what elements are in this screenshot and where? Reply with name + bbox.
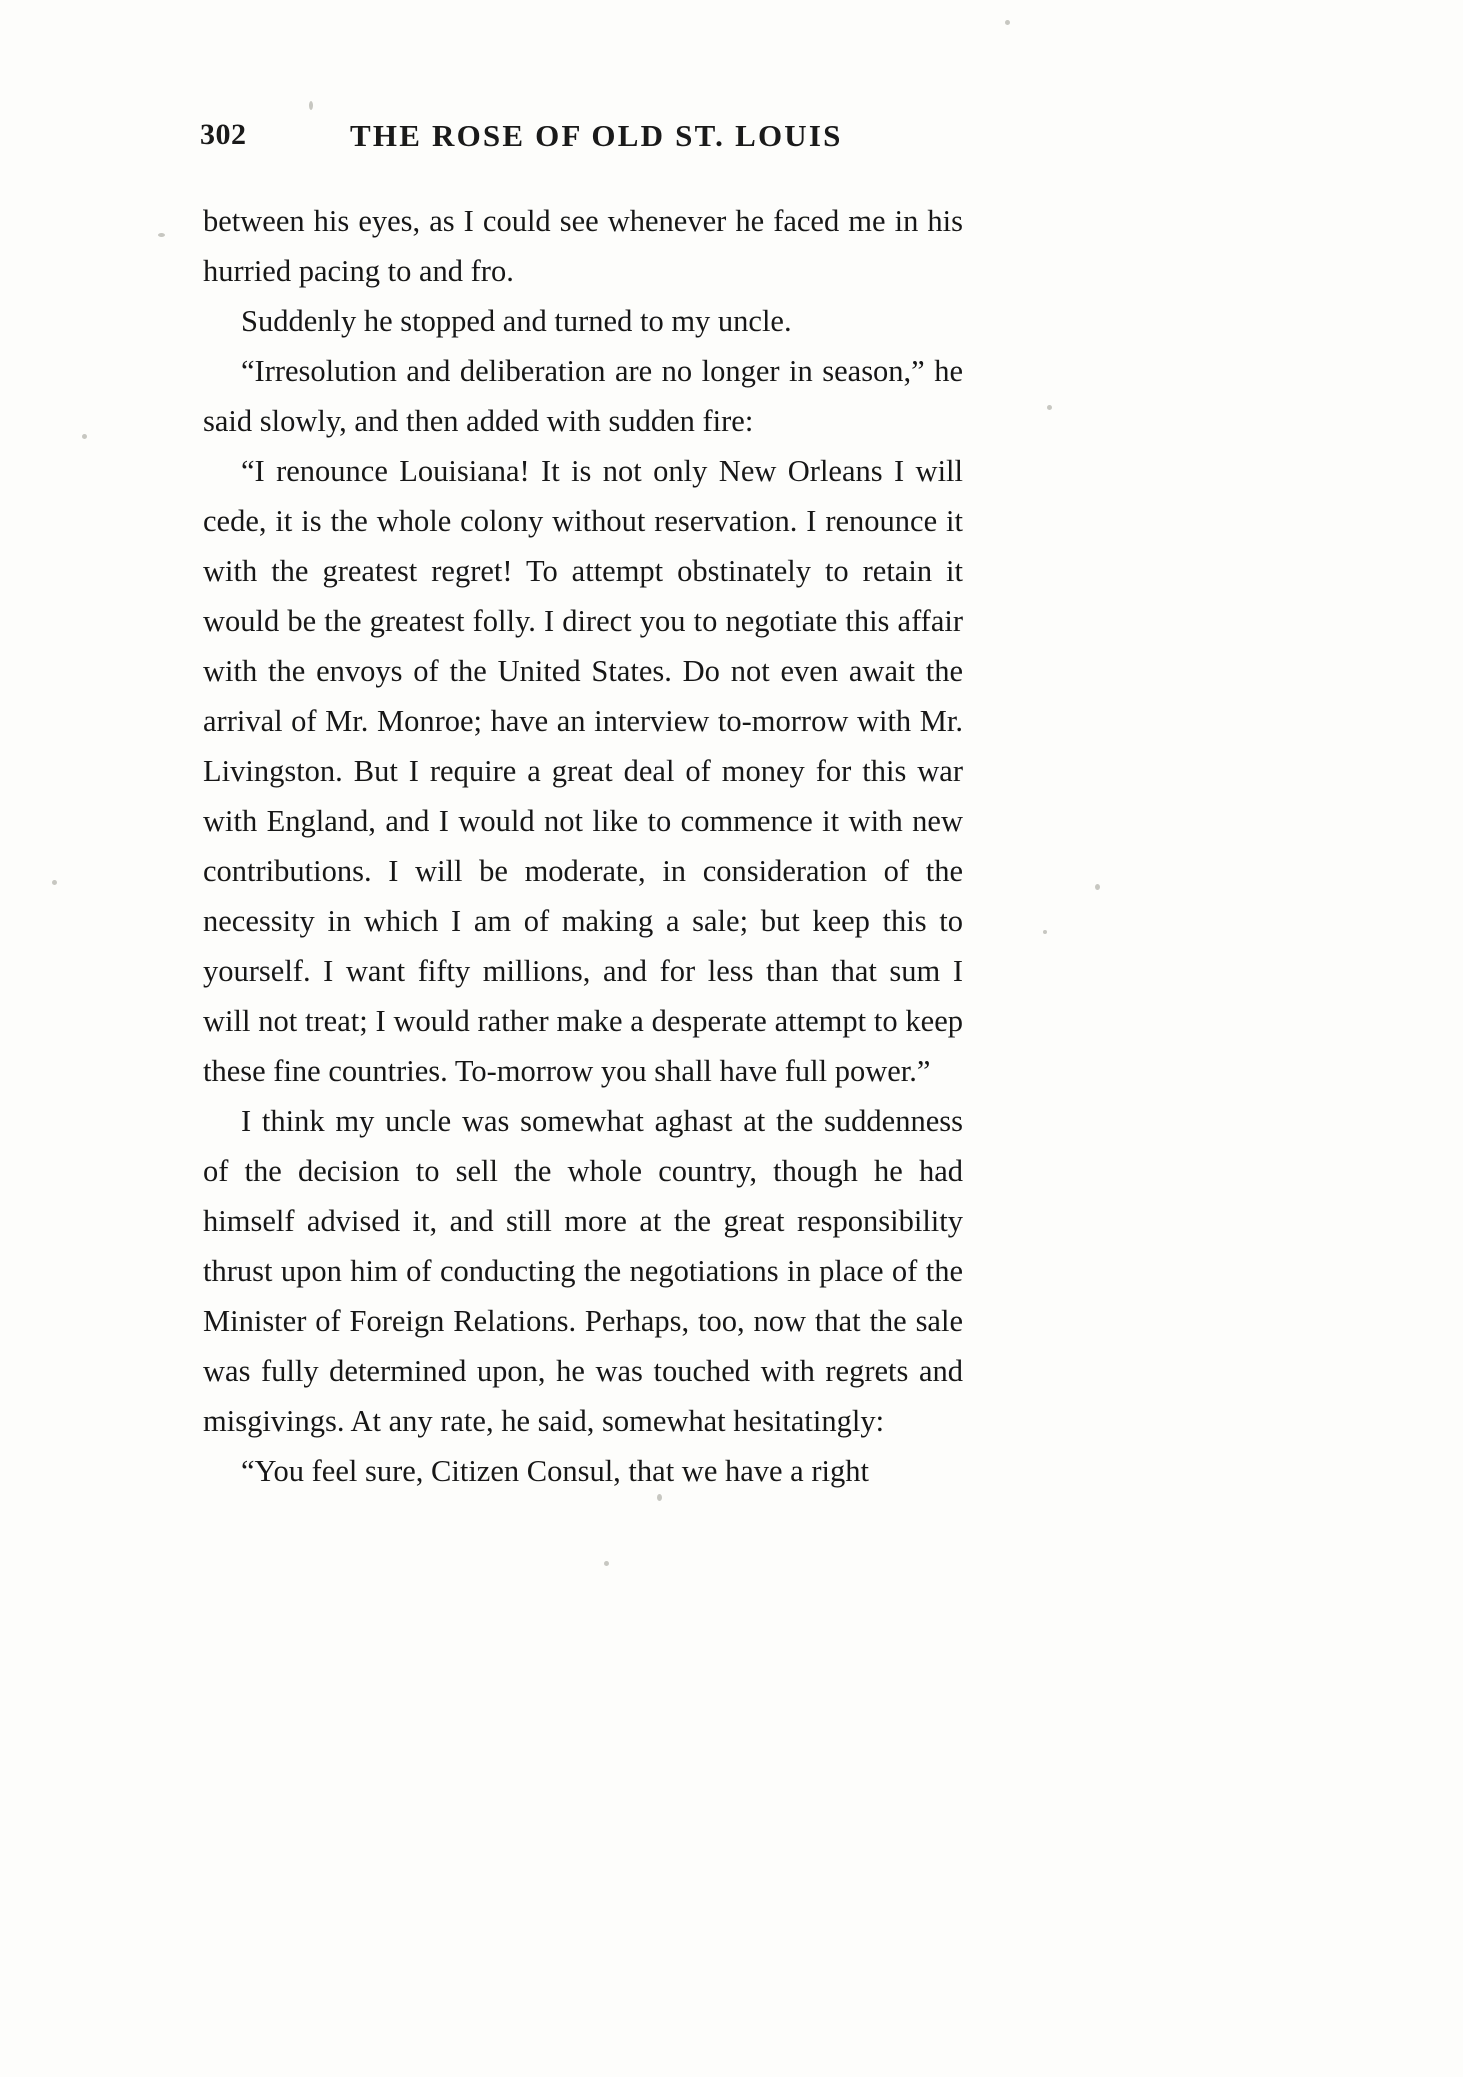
- scan-speck: [309, 101, 313, 110]
- paragraph: “I renounce Louisiana! It is not only New Orleans I will cede, it is the whole colony without reservation. I renounce it with the greatest regret! To attempt obstinately to retain it would be the greatest folly. I direct you to negotiate this affair with the envoys of the United States. Do not even await the arrival of Mr. Monroe; have an interview to-morrow with Mr. Livingston. But I require a great deal of money for this war with England, and I would not like to commence it with new contributions. I will be moderate, in consideration of the necessity in which I am of making a sale; but keep this to yourself. I want fifty millions, and for less than that sum I will not treat; I would rather make a desperate attempt to keep these fine countries. To-morrow you shall have full power.”: [203, 454, 963, 1088]
- scan-speck: [1043, 930, 1047, 934]
- paragraph: “Irresolution and deliberation are no longer in season,” he said slowly, and then added with sudden fire:: [203, 354, 963, 438]
- scan-speck: [1095, 884, 1100, 890]
- paragraph: “You feel sure, Citizen Consul, that we have a right: [241, 1454, 869, 1488]
- scan-speck: [1005, 20, 1010, 25]
- page-number: 302: [200, 118, 247, 151]
- scan-speck: [158, 233, 165, 237]
- paragraph: between his eyes, as I could see whenever he faced me in his hurried pacing to and fro.: [203, 204, 963, 288]
- scan-speck: [82, 434, 87, 439]
- scan-speck: [1047, 405, 1052, 410]
- scan-speck: [604, 1561, 609, 1566]
- running-title: THE ROSE OF OLD ST. LOUIS: [350, 118, 843, 153]
- page-body-text: [203, 196, 963, 1496]
- page-header: [200, 118, 1270, 164]
- scan-speck: [52, 880, 57, 885]
- paragraph: I think my uncle was somewhat aghast at the suddenness of the decision to sell the whole country, though he had himself advised it, and still more at the great responsibility thrust upon him of conducting the negotiations in place of the Minister of Foreign Relations. Perhaps, too, now that the sale was fully determined upon, he was touched with regrets and misgivings. At any rate, he said, somewhat hesitatingly:: [203, 1104, 963, 1438]
- paragraph: Suddenly he stopped and turned to my uncle.: [241, 304, 792, 338]
